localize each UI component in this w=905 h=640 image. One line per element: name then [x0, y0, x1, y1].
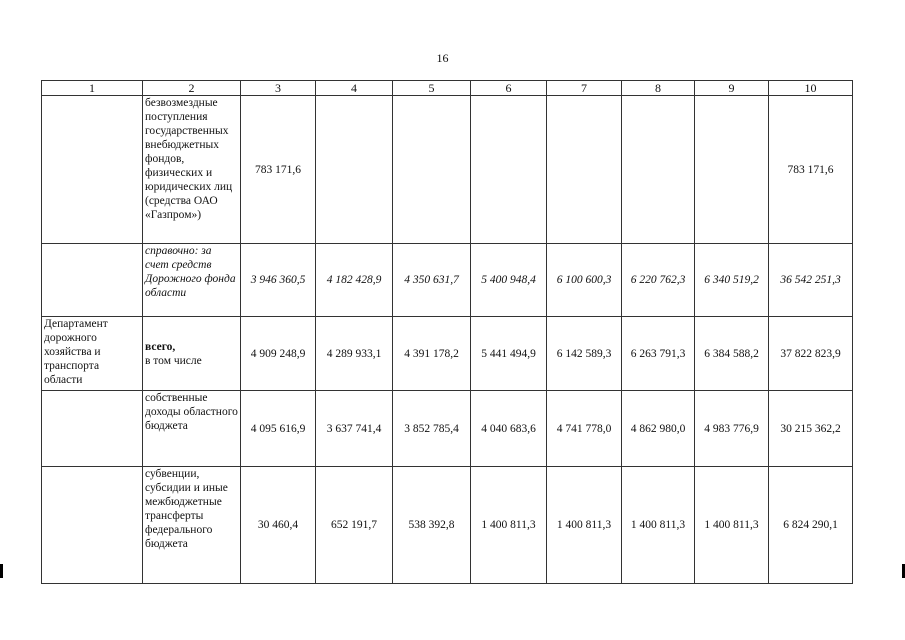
- value-cell: 3 637 741,4: [316, 391, 393, 467]
- dept-cell: [42, 391, 143, 467]
- table-row: [42, 391, 853, 467]
- value-cell: 652 191,7: [316, 467, 393, 584]
- table-row: [42, 244, 853, 317]
- value-cell: 6 263 791,3: [622, 317, 695, 391]
- scan-edge-mark-left: [0, 564, 3, 578]
- value-cell: 4 289 933,1: [316, 317, 393, 391]
- desc-label: в том числе: [145, 354, 202, 367]
- value-cell: 4 862 980,0: [622, 391, 695, 467]
- desc-cell: справочно: за счет средств Дорожного фонда области: [143, 244, 241, 317]
- header-cell-8: 8: [622, 81, 695, 96]
- page-number: 16: [436, 51, 449, 65]
- value-cell: 1 400 811,3: [471, 467, 547, 584]
- header-cell-5: 5: [393, 81, 471, 96]
- dept-cell: [42, 467, 143, 584]
- value-cell: 6 220 762,3: [622, 244, 695, 317]
- value-cell: 3 946 360,5: [241, 244, 316, 317]
- header-cell-4: 4: [316, 81, 393, 96]
- header-cell-7: 7: [547, 81, 622, 96]
- value-cell: 783 171,6: [769, 96, 853, 244]
- table-row: [42, 317, 853, 391]
- header-cell-3: 3: [241, 81, 316, 96]
- table-row: [42, 467, 853, 584]
- dept-cell: [42, 96, 143, 244]
- header-cell-2: 2: [143, 81, 241, 96]
- value-cell: 4 909 248,9: [241, 317, 316, 391]
- value-cell: 5 441 494,9: [471, 317, 547, 391]
- header-cell-10: 10: [769, 81, 853, 96]
- desc-cell: [143, 317, 241, 391]
- value-cell: [547, 96, 622, 244]
- dept-cell: Департамент дорожного хозяйства и транспорта области: [42, 317, 143, 391]
- value-cell: 4 350 631,7: [393, 244, 471, 317]
- value-cell: 6 100 600,3: [547, 244, 622, 317]
- value-cell: 6 340 519,2: [695, 244, 769, 317]
- value-cell: 4 040 683,6: [471, 391, 547, 467]
- table-row: [42, 96, 853, 244]
- value-cell: [316, 96, 393, 244]
- value-cell: 30 215 362,2: [769, 391, 853, 467]
- value-cell: 538 392,8: [393, 467, 471, 584]
- value-cell: 1 400 811,3: [547, 467, 622, 584]
- value-cell: 5 400 948,4: [471, 244, 547, 317]
- value-cell: 783 171,6: [241, 96, 316, 244]
- value-cell: [471, 96, 547, 244]
- value-cell: 6 824 290,1: [769, 467, 853, 584]
- header-row: [42, 81, 853, 96]
- desc-cell: безвозмездные поступления государственных внебюджетных фондов, физических и юридических лиц (средства ОАО «Газпром»): [143, 96, 241, 244]
- header-cell-1: 1: [42, 81, 143, 96]
- value-cell: 4 095 616,9: [241, 391, 316, 467]
- value-cell: 4 182 428,9: [316, 244, 393, 317]
- value-cell: [695, 96, 769, 244]
- value-cell: 36 542 251,3: [769, 244, 853, 317]
- value-cell: 37 822 823,9: [769, 317, 853, 391]
- value-cell: 1 400 811,3: [695, 467, 769, 584]
- desc-cell: собственные доходы областного бюджета: [143, 391, 241, 467]
- value-cell: 6 142 589,3: [547, 317, 622, 391]
- header-cell-6: 6: [471, 81, 547, 96]
- desc-cell: субвенции, субсидии и иные межбюджетные трансферты федерального бюджета: [143, 467, 241, 584]
- value-cell: [622, 96, 695, 244]
- desc-bold-label: всего,: [145, 340, 176, 353]
- value-cell: 30 460,4: [241, 467, 316, 584]
- dept-cell: [42, 244, 143, 317]
- value-cell: 3 852 785,4: [393, 391, 471, 467]
- value-cell: 6 384 588,2: [695, 317, 769, 391]
- value-cell: 4 983 776,9: [695, 391, 769, 467]
- value-cell: [393, 96, 471, 244]
- value-cell: 4 391 178,2: [393, 317, 471, 391]
- value-cell: 4 741 778,0: [547, 391, 622, 467]
- value-cell: 1 400 811,3: [622, 467, 695, 584]
- budget-table: [41, 80, 853, 584]
- header-cell-9: 9: [695, 81, 769, 96]
